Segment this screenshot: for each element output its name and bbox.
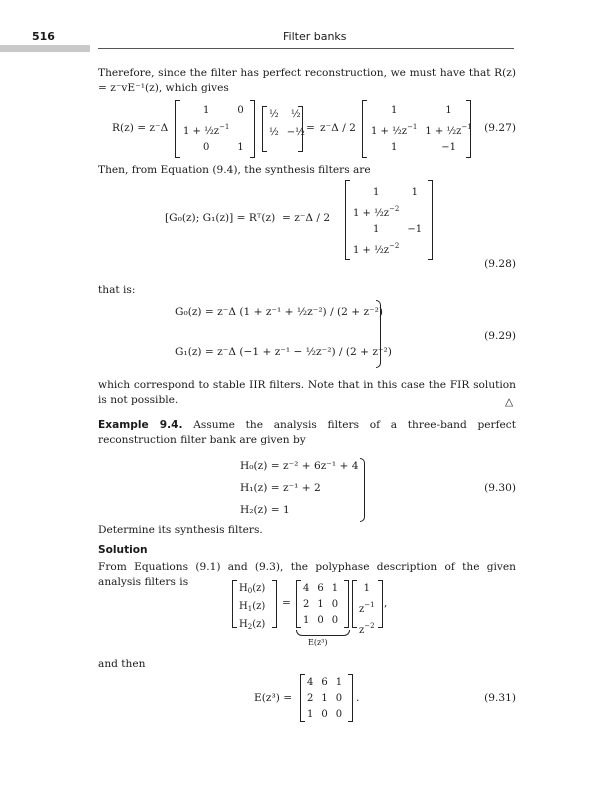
eq927-number: (9.27) bbox=[484, 122, 516, 134]
page-number: 516 bbox=[32, 30, 55, 43]
running-title: Filter banks bbox=[283, 30, 347, 43]
paragraph-that-is: that is: bbox=[98, 284, 136, 296]
eq929-number: (9.29) bbox=[484, 330, 516, 342]
eq929-g0: G₀(z) = z⁻Δ (1 + z⁻¹ + ½z⁻²) / (2 + z⁻²) bbox=[175, 306, 384, 318]
poly-equals: = bbox=[282, 597, 291, 609]
poly-comma: , bbox=[384, 597, 388, 609]
poly-vector-z: 1 $z^{-1}$ $z^{-2}$ bbox=[359, 583, 375, 636]
paragraph-determine: Determine its synthesis filters. bbox=[98, 524, 263, 536]
poly-bracket bbox=[344, 580, 349, 628]
poly-underbrace bbox=[296, 630, 350, 636]
eq930-brace bbox=[360, 458, 365, 522]
eq927-coef: z⁻Δ / 2 bbox=[320, 122, 356, 134]
eq929-g1: G₁(z) = z⁻Δ (−1 + z⁻¹ − ½z⁻²) / (2 + z⁻²) bbox=[175, 346, 392, 358]
eq930-number: (9.30) bbox=[484, 482, 516, 494]
eq931-matrix: 4 6 1 2 1 0 1 0 0 bbox=[307, 677, 343, 720]
eq927-matrix-a: 1 0 $1 + \frac{1}{2}z^{-1}$ 0 1 bbox=[183, 105, 244, 153]
eq927-mid: = bbox=[306, 122, 315, 134]
paragraph-synthesis: Then, from Equation (9.4), the synthesis filters are bbox=[98, 164, 371, 176]
poly-bracket bbox=[378, 580, 383, 628]
eq930-h2: H₂(z) = 1 bbox=[240, 504, 290, 516]
eq931-period: . bbox=[356, 692, 360, 704]
eq930-h0: H₀(z) = z⁻² + 6z⁻¹ + 4 bbox=[240, 460, 359, 472]
eq927-bracket bbox=[466, 100, 471, 158]
eq928-matrix: 1 1 $1 + \frac{1}{2}z^{-2}$ 1 −1 $1 + \frac{1}{2}z^{-2}$ bbox=[353, 187, 423, 256]
eq928-bracket bbox=[428, 180, 433, 260]
eq928-lhs: [G₀(z); G₁(z)] = Rᵀ(z) bbox=[165, 212, 276, 224]
example-label: Example 9.4. bbox=[98, 419, 183, 431]
eq928-number: (9.28) bbox=[484, 258, 516, 270]
eq927-bracket bbox=[298, 106, 303, 152]
paragraph-and-then: and then bbox=[98, 658, 146, 670]
paragraph-iir: which correspond to stable IIR filters. Note that in this case the FIR solution is not possible. bbox=[98, 379, 516, 406]
paragraph-polyphase: From Equations (9.1) and (9.3), the polyphase description of the given analysis filters is bbox=[98, 561, 516, 588]
eq929-brace bbox=[376, 300, 381, 368]
poly-vector-h: $H_0(z)$ $H_1(z)$ $H_2(z)$ bbox=[239, 583, 266, 631]
example-paragraph bbox=[98, 418, 516, 448]
example-text: Assume the analysis filters of a three-band perfect reconstruction filter bank are given by bbox=[98, 419, 516, 446]
eq927-matrix-c: 1 1 $1 + \frac{1}{2}z^{-1}$ $1 + \frac{1}{2}z^{-1}$ 1 −1 bbox=[371, 105, 472, 153]
eq927-matrix-b: ½ ½ ½ −½ bbox=[269, 109, 305, 138]
header-rule bbox=[98, 48, 514, 49]
eq931-number: (9.31) bbox=[484, 692, 516, 704]
header-bar bbox=[0, 45, 90, 52]
poly-bracket bbox=[272, 580, 277, 628]
eq928-coef: = z⁻Δ / 2 bbox=[282, 212, 331, 224]
paragraph-intro: Therefore, since the filter has perfect reconstruction, we must have that R(z) = z⁻ᴠE⁻¹(z), which gives bbox=[98, 67, 516, 94]
eq931-bracket bbox=[348, 674, 353, 722]
poly-matrix-e: 4 6 1 2 1 0 1 0 0 bbox=[303, 583, 339, 626]
solution-heading: Solution bbox=[98, 544, 148, 556]
eq927-lhs: R(z) = z⁻Δ bbox=[112, 122, 169, 134]
eq927-bracket bbox=[250, 100, 255, 158]
end-of-example-triangle: △ bbox=[505, 396, 514, 408]
eq930-h1: H₁(z) = z⁻¹ + 2 bbox=[240, 482, 321, 494]
eq931-lhs: E(z³) = bbox=[254, 692, 293, 704]
poly-brace-label: E(z³) bbox=[308, 638, 328, 647]
